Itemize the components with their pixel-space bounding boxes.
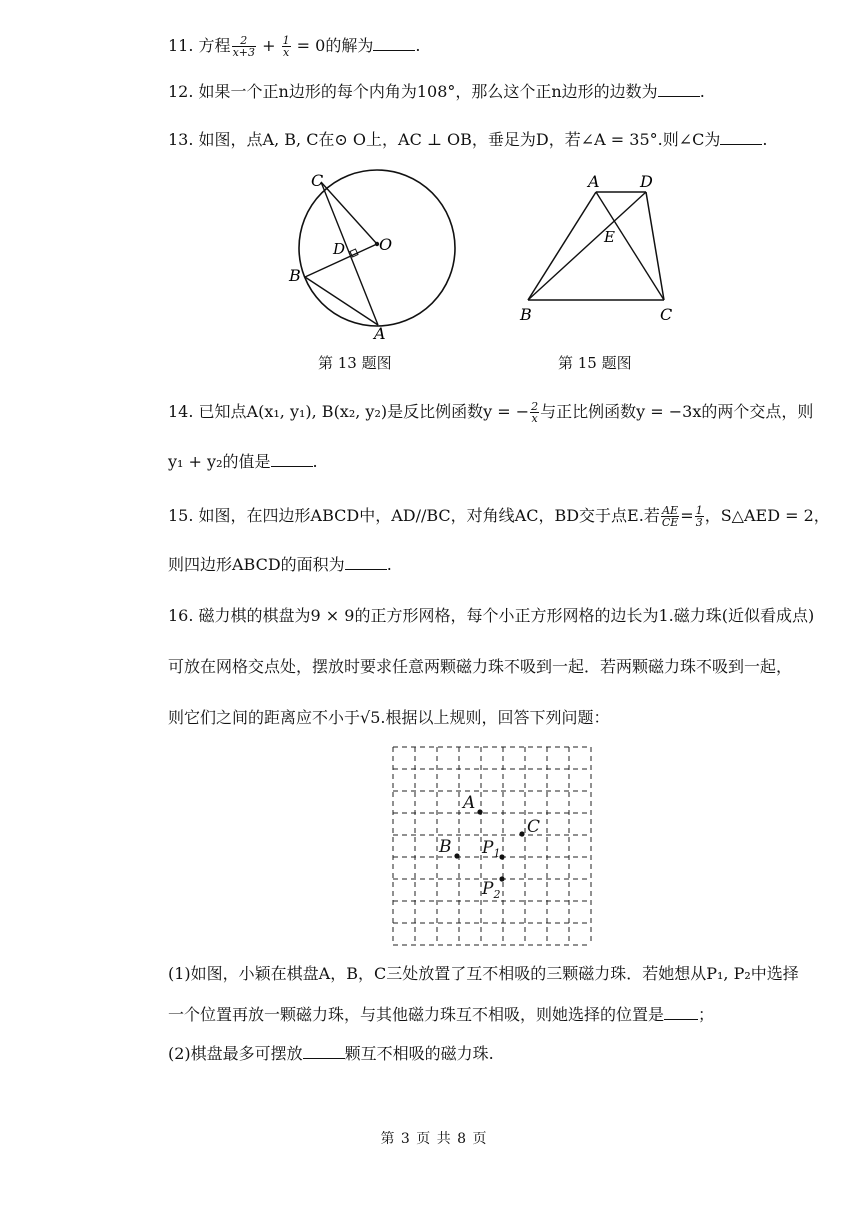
q15-frac2-num: 1 [695, 504, 703, 517]
q16-sub1-end: ； [698, 1005, 715, 1024]
figure-13-caption: 第 13 题图 [318, 354, 392, 372]
diagonal-ac [596, 192, 664, 300]
label-p2-letter: P [482, 879, 494, 899]
question-13 [168, 128, 768, 152]
circle-o [299, 170, 455, 326]
label-c: C [660, 305, 673, 324]
point-c [519, 831, 524, 836]
figure-15-caption: 第 15 题图 [558, 354, 632, 372]
segment-ab [528, 192, 596, 300]
q11-fraction-2 [282, 35, 291, 58]
q11-text-post: = 0的解为 [296, 36, 374, 55]
q13-answer-blank[interactable] [720, 130, 762, 145]
label-b: B [289, 266, 301, 285]
q15-text-pre: 15. 如图，在四边形ABCD中，AD//BC，对角线AC，BD交于点E.若 [168, 506, 660, 525]
question-16-sub-1-line-1: (1)如图，小颖在棋盘A，B，C三处放置了互不相吸的三颗磁力珠．若她想从P₁, P₂中选择 [168, 964, 799, 983]
label-d: D [640, 172, 653, 191]
label-e: E [604, 228, 615, 246]
question-16-line-2: 可放在网格交点处，摆放时要求任意两颗磁力珠不吸到一起．若两颗磁力珠不吸到一起， [168, 657, 793, 676]
question-16-line-1: 16. 磁力棋的棋盘为9 × 9的正方形网格，每个小正方形网格的边长为1.磁力珠(近似看成点) [168, 606, 815, 625]
segment-co [321, 182, 377, 244]
q11-answer-blank[interactable] [373, 36, 415, 51]
q15-frac-den: CE [661, 516, 679, 529]
figure-15-trapezoid-diagram [510, 168, 690, 328]
q16-sub2-answer-blank[interactable] [303, 1044, 345, 1059]
page-footer: 第 3 页 共 8 页 [380, 1131, 488, 1147]
q15-text-line2: 则四边形ABCD的面积为 [168, 555, 345, 574]
q16-sub1-answer-blank[interactable] [664, 1005, 698, 1020]
label-a: A [588, 172, 600, 191]
label-o: O [379, 235, 393, 254]
q13-text: 13. 如图，点A, B, C在⊙ O上，AC ⊥ OB，垂足为D，若∠A = 35°.则∠C为 [168, 130, 721, 149]
point-p2 [499, 876, 504, 881]
label-p1-letter: P [482, 838, 494, 858]
q11-frac2-den: x [282, 46, 290, 59]
q11-frac2-num: 1 [282, 34, 290, 47]
label-b: B [520, 305, 532, 324]
question-16-line-3: 则它们之间的距离应不小于√5.根据以上规则，回答下列问题： [168, 708, 610, 727]
label-p2 [481, 879, 500, 901]
label-p2-subscript: 2 [493, 888, 501, 901]
q14-fraction [530, 401, 539, 424]
segment-dc [646, 192, 664, 300]
point-b [454, 853, 459, 858]
q14-answer-blank[interactable] [271, 452, 313, 467]
q15-fraction-ae-ce [661, 505, 679, 528]
q15-fraction-one-third [695, 505, 704, 528]
label-c: C [311, 171, 324, 190]
diagonal-bd [528, 192, 646, 300]
q12-answer-blank[interactable] [658, 82, 700, 97]
question-12 [168, 80, 705, 104]
q15-frac2-den: 3 [695, 516, 703, 529]
figure-13-circle-diagram [285, 168, 470, 343]
q14-text-post: 与正比例函数y = −3x的两个交点，则 [540, 402, 814, 421]
q14-text-pre: 14. 已知点A(x₁, y₁), B(x₂, y₂)是反比例函数y = − [168, 402, 530, 421]
q11-frac1-den: x+3 [232, 46, 255, 59]
question-14-line-2 [168, 450, 318, 474]
segment-ca [321, 182, 378, 325]
q14-end: . [312, 452, 318, 471]
label-c: C [527, 817, 541, 837]
magnet-board-grid-diagram [385, 742, 605, 952]
question-15-line-2 [168, 553, 392, 577]
q14-text-line2: y₁ + y₂的值是 [168, 452, 271, 471]
label-b: B [439, 837, 452, 857]
question-14 [168, 400, 813, 424]
q16-sub1-text: 一个位置再放一颗磁力珠，与其他磁力珠互不相吸，则她选择的位置是 [168, 1005, 665, 1024]
q16-sub2-text-pre: (2)棋盘最多可摆放 [168, 1044, 303, 1063]
q11-fraction-1 [232, 35, 256, 58]
q14-frac-num: 2 [531, 400, 539, 413]
q15-text-tail: ，S△AED = 2， [704, 506, 830, 525]
q11-text-pre: 方程 [198, 36, 231, 55]
q13-end: . [762, 130, 768, 149]
label-p1-subscript: 1 [493, 847, 501, 860]
question-15 [168, 504, 830, 528]
q11-end: . [415, 36, 421, 55]
q15-equals: = [680, 506, 694, 525]
q12-text: 12. 如果一个正n边形的每个内角为108°，那么这个正n边形的边数为 [168, 82, 658, 101]
question-16-sub-1-line-2 [168, 1003, 714, 1027]
label-a: A [463, 793, 476, 813]
point-a [477, 809, 482, 814]
q15-end: . [386, 555, 392, 574]
question-11 [168, 34, 420, 58]
q12-end: . [699, 82, 705, 101]
q15-answer-blank[interactable] [345, 555, 387, 570]
label-p1 [481, 838, 500, 860]
q15-frac-num: AE [662, 504, 679, 517]
q11-frac1-num: 2 [232, 35, 256, 47]
label-d: D [333, 240, 346, 258]
label-a: A [374, 324, 386, 343]
question-16-sub-2 [168, 1042, 494, 1066]
q14-frac-den: x [531, 412, 538, 425]
q16-sub2-text-post: 颗互不相吸的磁力珠. [344, 1044, 494, 1063]
q11-plus: + [262, 36, 276, 55]
q11-number: 11. [168, 36, 194, 55]
